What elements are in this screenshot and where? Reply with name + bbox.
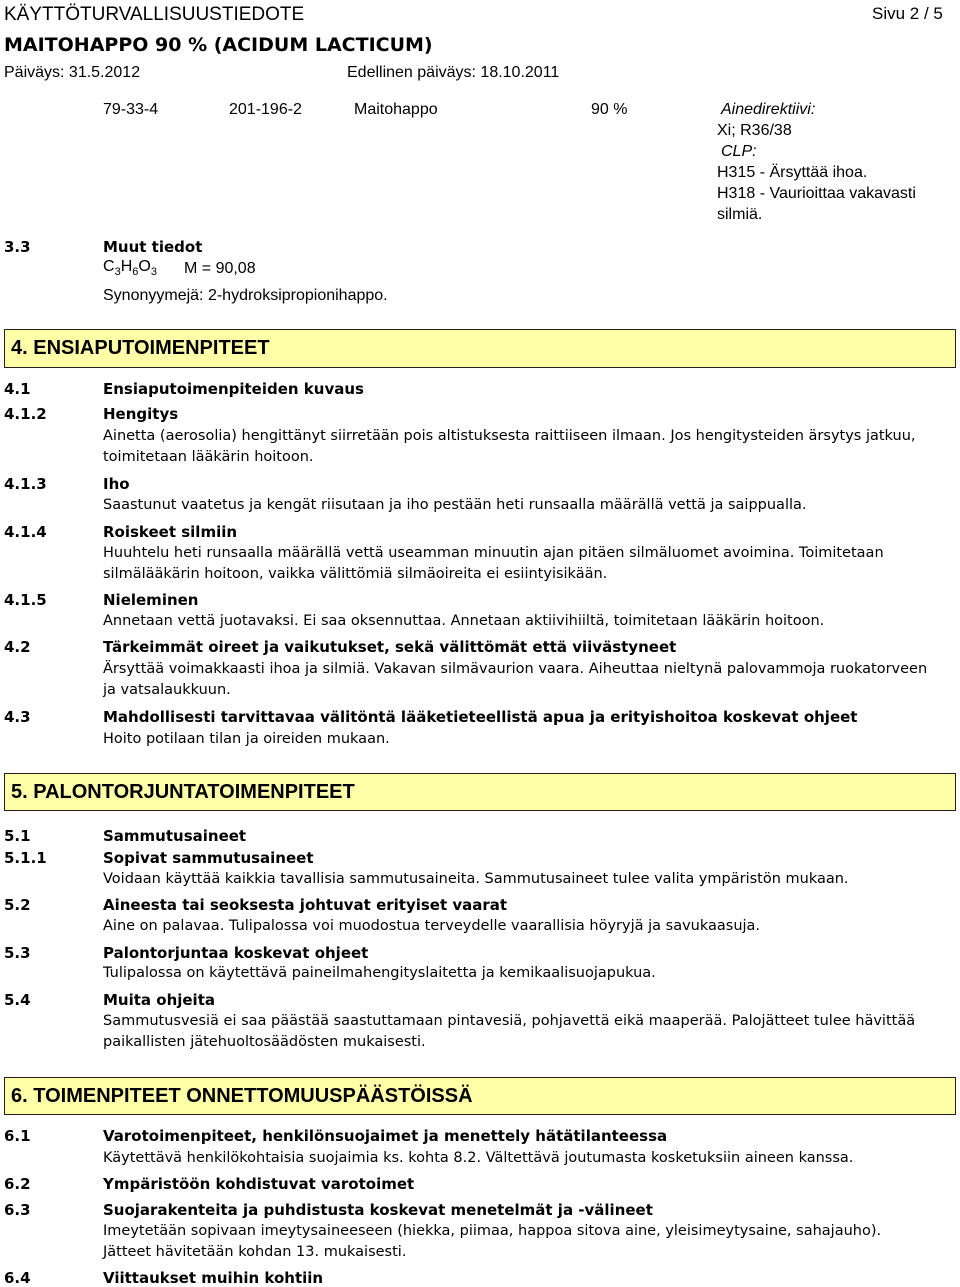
section-5-1-1-title: Sopivat sammutusaineet	[103, 849, 314, 867]
product-name: MAITOHAPPO 90 % (ACIDUM LACTICUM)	[4, 34, 433, 56]
section-5-header	[4, 773, 956, 811]
section-4-1-4-number: 4.1.4	[4, 523, 47, 541]
section-5-3-title: Palontorjuntaa koskevat ohjeet	[103, 944, 369, 962]
section-4-3-text: Hoito potilaan tilan ja oireiden mukaan.	[103, 731, 390, 747]
document-type: KÄYTTÖTURVALLISUUSTIEDOTE	[4, 4, 305, 25]
section-6-4-title: Viittaukset muihin kohtiin	[103, 1269, 324, 1287]
section-5-title: 5. PALONTORJUNTATOIMENPITEET	[11, 781, 355, 803]
section-6-3-number: 6.3	[4, 1201, 31, 1219]
section-4-1-4-title: Roiskeet silmiin	[103, 523, 238, 541]
section-4-header	[4, 329, 956, 368]
molar-mass: M = 90,08	[184, 260, 256, 277]
section-5-2-title: Aineesta tai seoksesta johtuvat erityiset vaarat	[103, 896, 508, 914]
chemical-formula: $C_3H_6O_3$	[103, 258, 157, 278]
section-5-4-number: 5.4	[4, 991, 31, 1009]
section-5-3-text: Tulipalossa on käytettävä paineilmahengityslaitetta ja kemikaalisuojapukua.	[103, 965, 656, 981]
section-5-4-text: Sammutusvesiä ei saa päästää saastuttamaan pintavesiä, pohjavettä eikä maaperää. Palojätteet tulee hävittää	[103, 1013, 916, 1029]
ingredient-name: Maitohappo	[354, 101, 438, 118]
directive-value: Xi; R36/38	[717, 122, 792, 139]
hazard-h315: H315 - Ärsyttää ihoa.	[717, 164, 868, 181]
hazard-h318: H318 - Vaurioittaa vakavasti	[717, 185, 916, 202]
date: Päiväys: 31.5.2012	[4, 64, 141, 81]
section-4-1-3-title: Iho	[103, 475, 130, 493]
page-number: Sivu 2 / 5	[872, 4, 943, 23]
section-6-2-title: Ympäristöön kohdistuvat varotoimet	[103, 1175, 415, 1193]
section-4-3-number: 4.3	[4, 708, 31, 726]
section-4-1-2-text-cont: toimitetaan lääkärin hoitoon.	[103, 449, 314, 465]
ec-number: 201-196-2	[229, 101, 302, 118]
section-4-1-2-number: 4.1.2	[4, 405, 47, 423]
section-4-1-2-title: Hengitys	[103, 405, 179, 423]
section-6-4-number: 6.4	[4, 1269, 31, 1287]
section-3-3-title: Muut tiedot	[103, 238, 203, 256]
section-6-header	[4, 1077, 956, 1115]
section-4-3-title: Mahdollisesti tarvittavaa välitöntä lääketieteellistä apua ja erityishoitoa koskevat ohjeet	[103, 708, 858, 726]
section-5-4-title: Muita ohjeita	[103, 991, 215, 1009]
section-4-1-4-text-cont: silmälääkärin hoitoon, vaikka välittömiä silmäoireita ei esiintyisikään.	[103, 566, 608, 582]
section-4-1-5-text: Annetaan vettä juotavaksi. Ei saa oksennuttaa. Annetaan aktiivihiiltä, toimitetaan lääkärin hoitoon.	[103, 613, 825, 629]
section-4-2-number: 4.2	[4, 638, 31, 656]
section-4-1-5-number: 4.1.5	[4, 591, 47, 609]
section-6-1-text: Käytettävä henkilökohtaisia suojaimia ks. kohta 8.2. Vältettävä joutumasta kosketuksiin aineen kanssa.	[103, 1150, 854, 1166]
section-6-1-number: 6.1	[4, 1127, 31, 1145]
section-3-3-number: 3.3	[4, 238, 31, 256]
previous-date: Edellinen päiväys: 18.10.2011	[347, 64, 560, 81]
section-6-2-number: 6.2	[4, 1175, 31, 1193]
clp-label: CLP:	[721, 143, 757, 160]
section-5-1-number: 5.1	[4, 827, 31, 845]
section-5-1-1-number: 5.1.1	[4, 849, 47, 867]
section-4-2-title: Tärkeimmät oireet ja vaikutukset, sekä välittömät että viivästyneet	[103, 638, 677, 656]
section-6-1-title: Varotoimenpiteet, henkilönsuojaimet ja menettely hätätilanteessa	[103, 1127, 668, 1145]
section-6-title: 6. TOIMENPITEET ONNETTOMUUSPÄÄSTÖISSÄ	[11, 1085, 473, 1107]
cas-number: 79-33-4	[103, 101, 159, 118]
section-4-title: 4. ENSIAPUTOIMENPITEET	[11, 337, 270, 359]
section-5-2-number: 5.2	[4, 896, 31, 914]
section-5-2-text: Aine on palavaa. Tulipalossa voi muodostua terveydelle vaarallisia höyryjä ja savukaasuja.	[103, 918, 761, 934]
section-5-1-title: Sammutusaineet	[103, 827, 247, 845]
hazard-h318-cont: silmiä.	[717, 206, 763, 223]
section-4-2-text-cont: ja vatsalaukkuun.	[103, 682, 231, 698]
concentration: 90 %	[591, 101, 628, 118]
synonyms: Synonyymejä: 2-hydroksipropionihappo.	[103, 287, 388, 304]
section-4-1-number: 4.1	[4, 380, 31, 398]
section-4-1-4-text: Huuhtelu heti runsaalla määrällä vettä useamman minuutin ajan pitäen silmäluomet avoimina. Toimitetaan	[103, 545, 884, 561]
section-4-1-3-number: 4.1.3	[4, 475, 47, 493]
section-5-1-1-text: Voidaan käyttää kaikkia tavallisia sammutusaineita. Sammutusaineet tulee valita ympäristön mukaan.	[103, 871, 849, 887]
directive-label: Ainedirektiivi:	[721, 101, 816, 118]
section-4-1-title: Ensiaputoimenpiteiden kuvaus	[103, 380, 364, 398]
section-4-2-text: Ärsyttää voimakkaasti ihoa ja silmiä. Vakavan silmävaurion vaara. Aiheuttaa nieltynä palovammoja ruokatorveen	[103, 661, 928, 677]
section-4-1-2-text: Ainetta (aerosolia) hengittänyt siirretään pois altistuksesta raittiiseen ilmaan. Jos hengitysteiden ärsytys jatkuu,	[103, 428, 916, 444]
section-5-3-number: 5.3	[4, 944, 31, 962]
section-4-1-3-text: Saastunut vaatetus ja kengät riisutaan ja iho pestään heti runsaalla määrällä vettä ja saippualla.	[103, 497, 807, 513]
section-6-3-text: Imeytetään sopivaan imeytysaineeseen (hiekka, piimaa, happoa sitova aine, yleisimeytysaine, sahajauho).	[103, 1223, 882, 1239]
section-5-4-text-cont: paikallisten jätehuoltosäädösten mukaisesti.	[103, 1034, 426, 1050]
section-6-3-text-cont: Jätteet hävitetään kohdan 13. mukaisesti.	[103, 1244, 407, 1260]
section-6-3-title: Suojarakenteita ja puhdistusta koskevat menetelmät ja -välineet	[103, 1201, 653, 1219]
section-4-1-5-title: Nieleminen	[103, 591, 199, 609]
